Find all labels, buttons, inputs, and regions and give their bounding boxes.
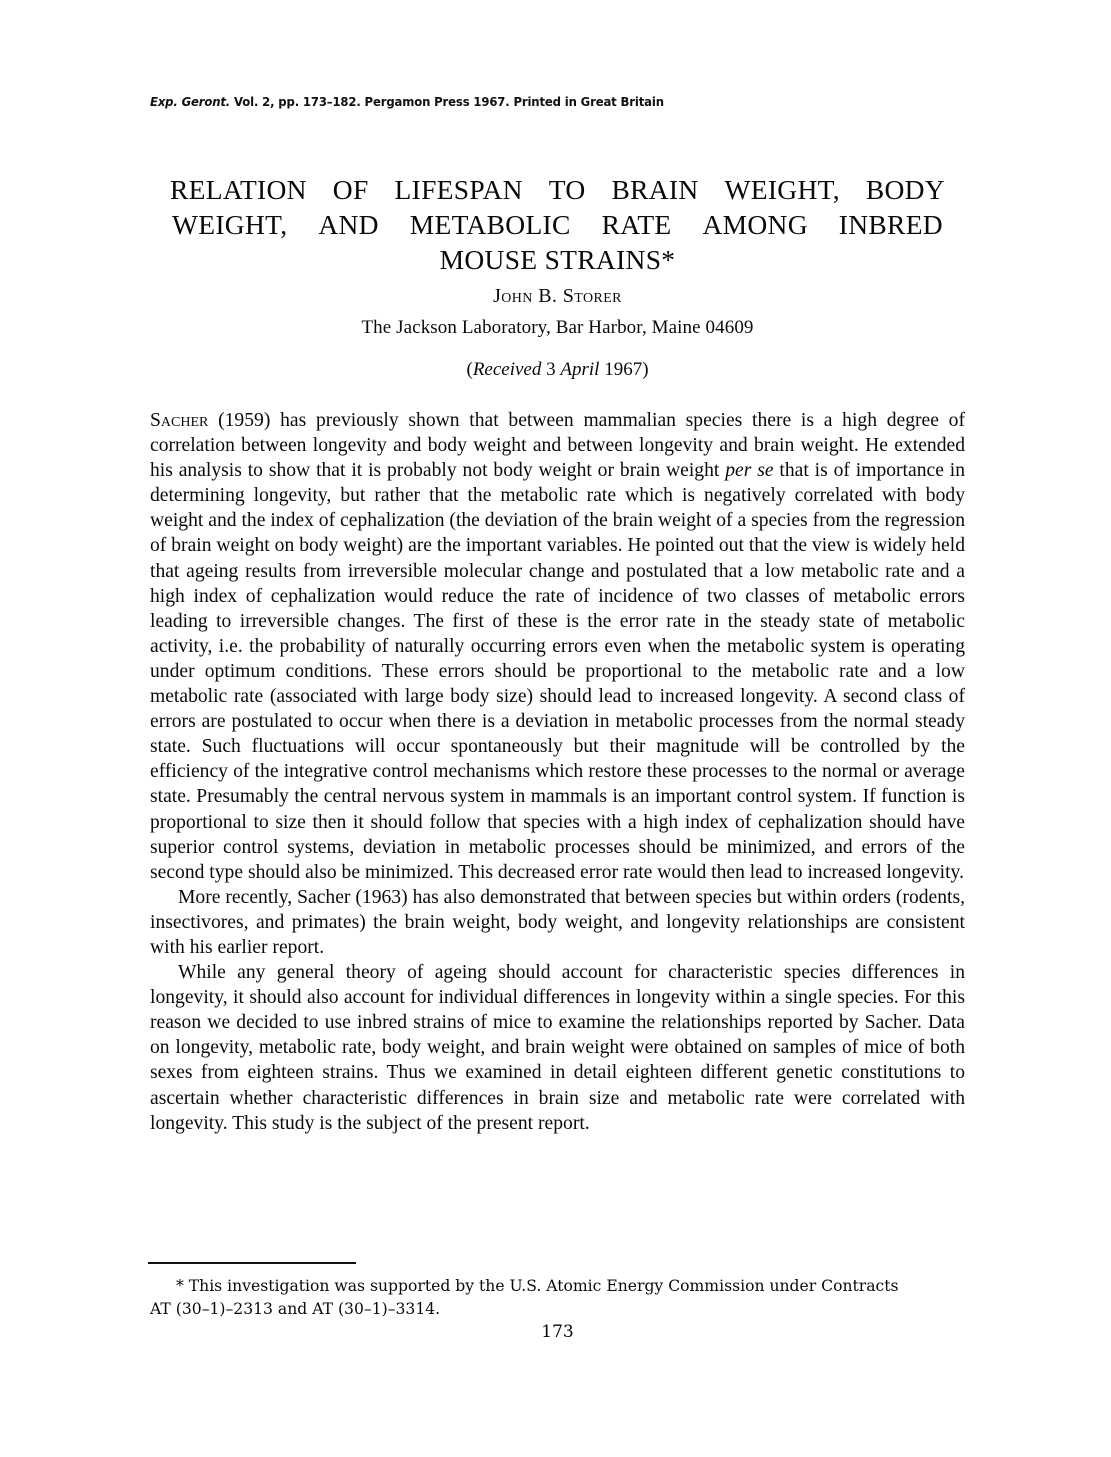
title-line-2 xyxy=(150,207,965,242)
footnote-separator-rule xyxy=(148,1262,356,1264)
title-word: AMONG xyxy=(702,209,808,240)
title-word: METABOLIC xyxy=(409,209,571,240)
title-word: WEIGHT, xyxy=(172,209,288,240)
running-head-details: Vol. 2, pp. 173–182. Pergamon Press 1967. Printed in Great Britain xyxy=(230,94,664,109)
received-open-paren: ( xyxy=(466,359,473,380)
citation-sacher: Sacher xyxy=(150,410,209,431)
latin-phrase-per-se: per se xyxy=(725,460,774,482)
paragraph-2: More recently, Sacher (1963) has also demonstrated that between species but within orders (rodents, insectivores, and primates) the brain weight, body weight, and longevity relationships are consistent with his earlier report. xyxy=(150,886,965,958)
footnote-line-1: * This investigation was supported by the U.S. Atomic Energy Commission under Contracts xyxy=(176,1277,899,1295)
received-month: April xyxy=(560,359,600,380)
title-word: WEIGHT, xyxy=(724,174,840,205)
title-word: BODY xyxy=(865,174,945,205)
title-line-1 xyxy=(150,172,965,207)
running-head xyxy=(150,94,916,109)
author-affiliation: The Jackson Laboratory, Bar Harbor, Maine 04609 xyxy=(361,317,754,338)
title-word: TO xyxy=(548,174,586,205)
paragraph-1-part-2: that is of importance in determining longevity, but rather that the metabolic rate which is negatively correlated with body weight and the index of cephalization (the deviation of the brain weight of a species from the regression of brain weight on body weight) are the important variables. He pointed out that the view is widely held that ageing results from irreversible molecular change and postulated that a low metabolic rate and a high index of cephalization would reduce the rate of incidence of two classes of metabolic errors leading to irreversible changes. The first of these is the error rate in the steady state of metabolic activity, i.e. the probability of naturally occurring errors even when the metabolic system is operating under optimum conditions. These errors should be proportional to the metabolic rate and a low metabolic rate (associated with large body size) should lead to increased longevity. A second class of errors are postulated to occur when there is a deviation in metabolic processes from the normal steady state. Such fluctuations will occur spontaneously but their magnitude will be controlled by the efficiency of the integrative control mechanisms which restore these processes to the normal or average state. Presumably the central nervous system in mammals is an important control system. If function is proportional to size then it should follow that species with a high index of cephalization should have superior control systems, deviation in metabolic processes should be minimized, and errors of the second type should also be minimized. This decreased error rate would then lead to increased longevity. xyxy=(150,460,965,883)
article-title xyxy=(150,172,965,277)
title-line-3: MOUSE STRAINS* xyxy=(439,244,676,275)
footnote xyxy=(150,1275,965,1321)
author-label: John B. Storer xyxy=(493,285,622,307)
page-number: 173 xyxy=(541,1322,574,1342)
footnote-line-2: AT (30–1)–2313 and AT (30–1)–3314. xyxy=(150,1300,441,1318)
journal-abbreviation: Exp. Geront. xyxy=(150,94,231,109)
received-year: 1967) xyxy=(599,359,649,380)
title-word: INBRED xyxy=(838,209,943,240)
received-word: Received xyxy=(472,359,542,380)
article-body xyxy=(150,408,965,1136)
received-date xyxy=(150,359,965,381)
title-word: RATE xyxy=(601,209,672,240)
title-word: BRAIN xyxy=(611,174,699,205)
title-word: AND xyxy=(318,209,379,240)
paragraph-3: While any general theory of ageing should account for characteristic species differences in longevity, it should also account for individual differences in longevity within a single species. For this reason we decided to use inbred strains of mice to examine the relationships reported by Sacher. Data on longevity, metabolic rate, body weight, and brain weight were obtained on samples of mice of both sexes from eighteen strains. Thus we examined in detail eighteen different genetic constitutions to ascertain whether characteristic differences in brain size and metabolic rate were correlated with longevity. This study is the subject of the present report. xyxy=(150,962,965,1134)
title-word: OF xyxy=(332,174,369,205)
title-word: LIFESPAN xyxy=(394,174,523,205)
received-day: 3 xyxy=(541,359,561,380)
title-word: RELATION xyxy=(170,174,307,205)
author-name xyxy=(150,285,965,308)
paragraph-1-part-1: (1959) has previously shown that between mammalian species there is a high degree of correlation between longevity and body weight and between longevity and brain weight. He extended his analysis to show that it is probably not body weight or brain weight xyxy=(150,410,965,482)
paragraph-1 xyxy=(150,408,965,885)
